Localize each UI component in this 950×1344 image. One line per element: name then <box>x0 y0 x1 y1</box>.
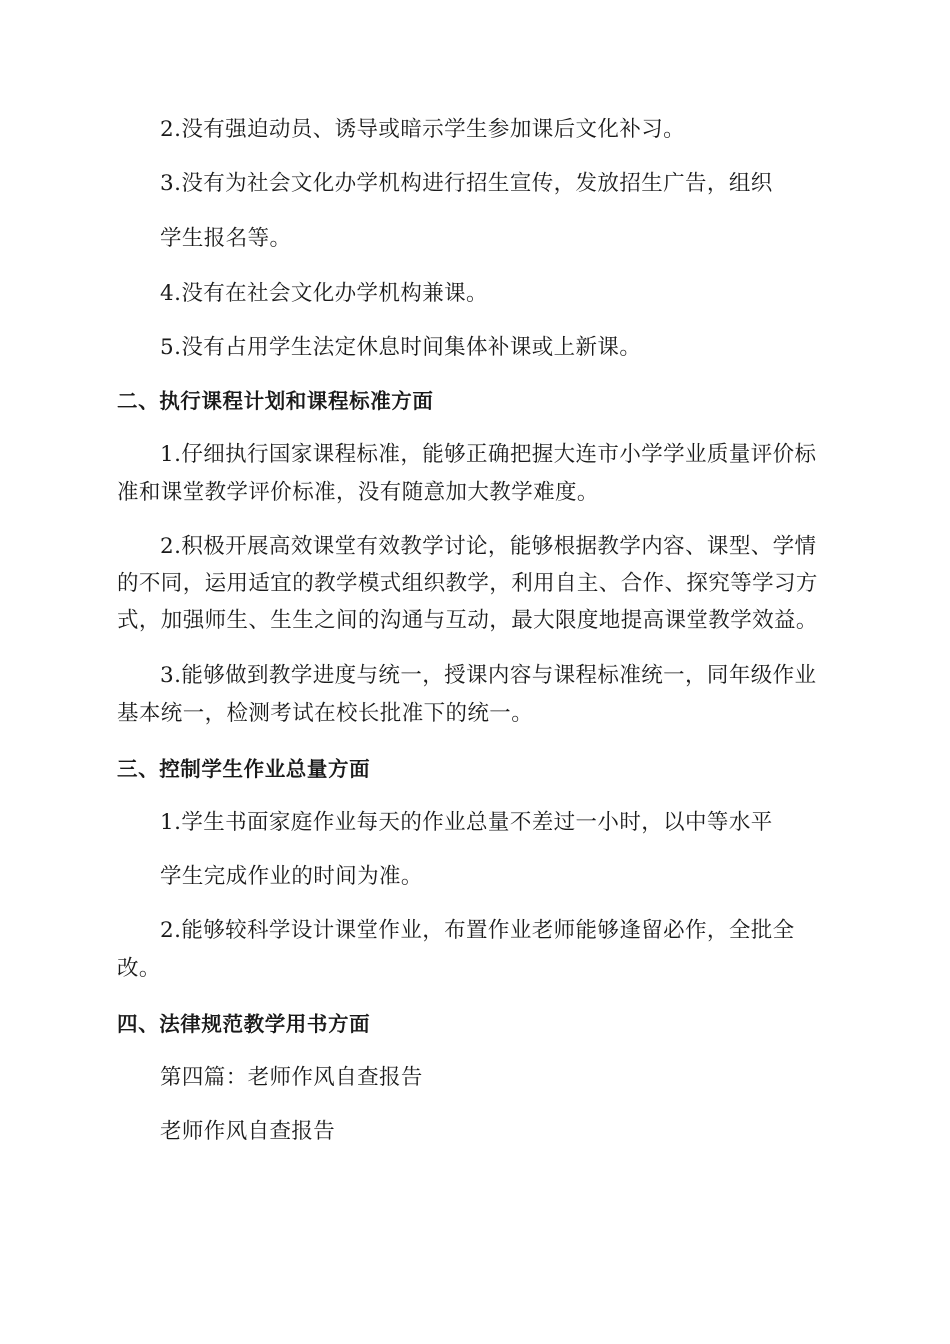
section-heading: 四、法律规范教学用书方面 <box>117 1012 371 1036</box>
paragraph-line: 学生报名等。 <box>160 226 292 251</box>
paragraph-line: 2.能够较科学设计课堂作业，布置作业老师能够逢留必作，全批全 <box>160 918 795 943</box>
paragraph-line: 的不同，运用适宜的教学模式组织教学，利用自主、合作、探究等学习方 <box>117 571 818 596</box>
paragraph-line: 3.没有为社会文化办学机构进行招生宣传，发放招生广告，组织 <box>160 171 773 196</box>
paragraph-line: 2.没有强迫动员、诱导或暗示学生参加课后文化补习。 <box>160 117 686 142</box>
paragraph-line: 准和课堂教学评价标准，没有随意加大教学难度。 <box>117 480 599 505</box>
paragraph-line: 式，加强师生、生生之间的沟通与互动，最大限度地提高课堂教学效益。 <box>117 608 818 633</box>
paragraph-line: 5.没有占用学生法定休息时间集体补课或上新课。 <box>160 335 642 360</box>
paragraph-line: 2.积极开展高效课堂有效教学讨论，能够根据教学内容、课型、学情 <box>160 534 817 559</box>
paragraph-line: 3.能够做到教学进度与统一，授课内容与课程标准统一，同年级作业 <box>160 663 817 688</box>
article-subtitle: 老师作风自查报告 <box>160 1119 336 1144</box>
paragraph-line: 4.没有在社会文化办学机构兼课。 <box>160 281 488 306</box>
paragraph-line: 学生完成作业的时间为准。 <box>160 864 423 889</box>
section-heading: 三、控制学生作业总量方面 <box>117 757 371 781</box>
paragraph-line: 改。 <box>117 956 161 981</box>
paragraph-line: 1.学生书面家庭作业每天的作业总量不差过一小时，以中等水平 <box>160 810 773 835</box>
section-heading: 二、执行课程计划和课程标准方面 <box>117 389 434 413</box>
paragraph-line: 1.仔细执行国家课程标准，能够正确把握大连市小学学业质量评价标 <box>160 442 817 467</box>
article-title: 第四篇：老师作风自查报告 <box>160 1065 423 1090</box>
paragraph-line: 基本统一，检测考试在校长批准下的统一。 <box>117 701 534 726</box>
